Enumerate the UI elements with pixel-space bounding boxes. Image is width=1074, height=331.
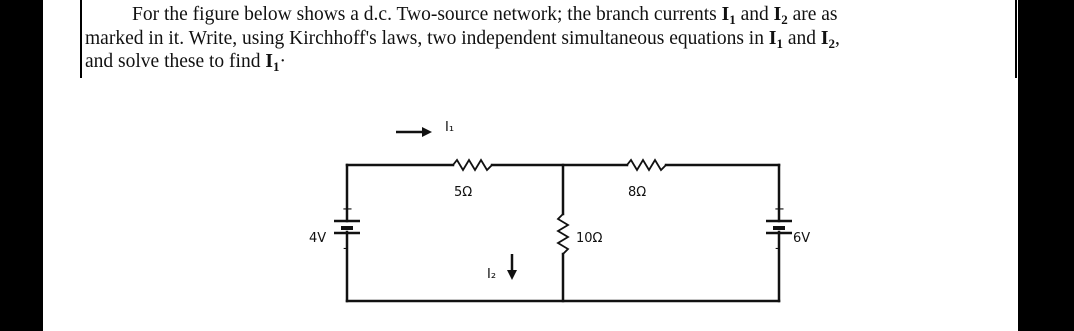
resistor-10-ohm	[558, 214, 568, 254]
plus-sign-4v: +	[342, 202, 353, 217]
problem-line-1: For the figure below shows a d.c. Two-source network; the branch currents $I_1$ and $I_2$ are as	[132, 4, 838, 27]
source-4v-label: 4V	[309, 231, 327, 246]
current-i2-arrow	[507, 254, 517, 280]
minus-sign-4v: -	[343, 241, 348, 256]
circuit-diagram	[43, 0, 1018, 331]
minus-sign-6v: -	[775, 241, 780, 256]
resistor-5-ohm	[453, 160, 492, 170]
current-i1-arrow	[396, 127, 432, 137]
resistor-8-ohm	[627, 160, 666, 170]
left-dark-border	[0, 0, 43, 331]
resistor-5-ohm-label: 5Ω	[454, 185, 473, 200]
problem-line-2: marked in it. Write, using Kirchhoff's laws, two independent simultaneous equations in $I_1$ and $I_2$,	[85, 28, 840, 51]
current-i1-label: I₁	[445, 120, 455, 135]
resistor-10-ohm-label: 10Ω	[576, 231, 603, 246]
right-dark-border	[1018, 0, 1074, 331]
current-i2-label: I₂	[487, 267, 497, 282]
plus-sign-6v: +	[774, 202, 785, 217]
resistor-8-ohm-label: 8Ω	[628, 185, 647, 200]
problem-line-3: and solve these to find $I_1\cdot$	[85, 51, 286, 74]
question-card	[43, 0, 1018, 331]
source-6v-label: 6V	[793, 231, 811, 246]
